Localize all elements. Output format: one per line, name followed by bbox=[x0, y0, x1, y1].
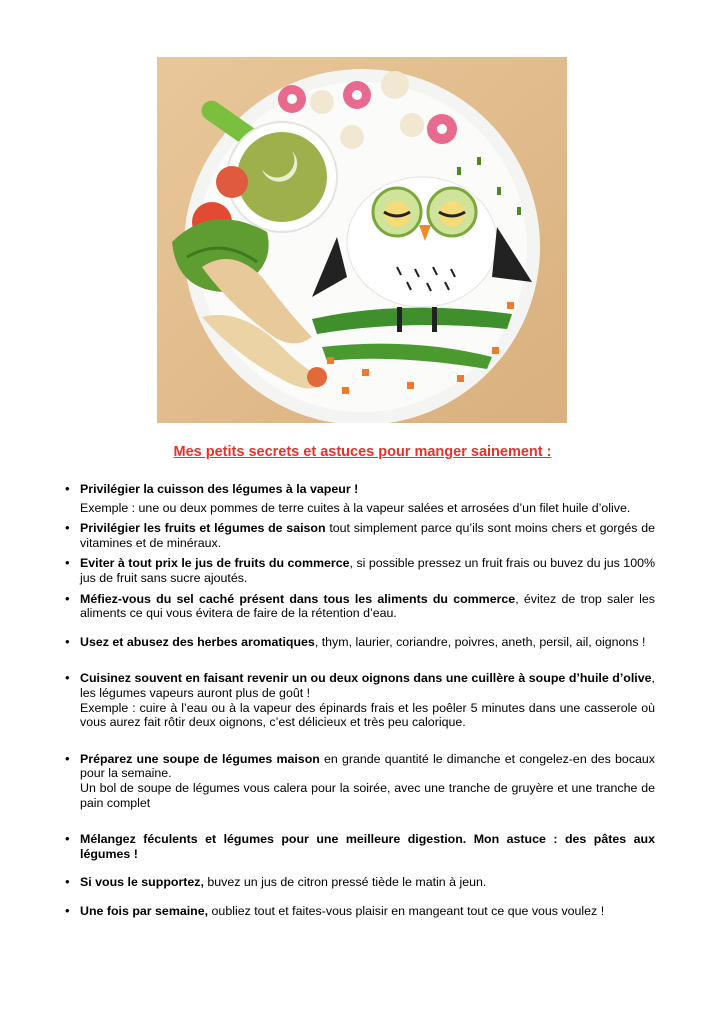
list-item: • Eviter à tout prix le jus de fruits du commerce, si possible pressez un fruit frais ou buvez du jus 100% jus de fruit sans sucre ajoutés. bbox=[63, 556, 655, 585]
list-item: • Si vous le supportez, buvez un jus de citron pressé tiède le matin à jeun. bbox=[63, 875, 655, 890]
tips-list bbox=[63, 482, 655, 918]
list-item: • Privilégier la cuisson des légumes à la vapeur ! Exemple : une ou deux pommes de terre cuites à la vapeur salées et arrosées d’un filet huile d’olive. bbox=[63, 482, 655, 515]
example-text: Exemple : cuire à l’eau ou à la vapeur des épinards frais et les poêler 5 minutes dans une casserole où vous aurez fait rôtir deux oignons, c’est délicieux et très peu calorique. bbox=[80, 700, 655, 730]
page-title: Mes petits secrets et astuces pour manger sainement : bbox=[173, 444, 552, 460]
list-item: • Cuisinez souvent en faisant revenir un ou deux oignons dans une cuillère à soupe d’huile d’olive, les légumes vapeurs auront plus de goût ! Exemple : cuire à l’eau ou à la vapeur des épinards frais et les poêler 5 minutes dans une casserole où vous aurez fait rôtir deux oignons, c’est délicieux et très peu calorique. bbox=[63, 671, 655, 729]
list-item: • Usez et abusez des herbes aromatiques, thym, laurier, coriandre, poivres, aneth, persil, ail, oignons ! bbox=[63, 635, 655, 650]
list-item: • Mélangez féculents et légumes pour une meilleure digestion. Mon astuce : des pâtes aux légumes ! bbox=[63, 832, 655, 861]
example-text: Un bol de soupe de légumes vous calera pour la soirée, avec une tranche de gruyère et une tranche de pain complet bbox=[80, 780, 655, 810]
list-item: • Préparez une soupe de légumes maison en grande quantité le dimanche et congelez-en des bocaux pour la semaine. Un bol de soupe de légumes vous calera pour la soirée, avec une tranche de gruyère et une tranche de pain complet bbox=[63, 752, 655, 810]
list-item: • Une fois par semaine, oubliez tout et faites-vous plaisir en mangeant tout ce que vous voulez ! bbox=[63, 904, 655, 919]
example-text: Exemple : une ou deux pommes de terre cuites à la vapeur salées et arrosées d’un filet huile d’olive. bbox=[80, 500, 631, 515]
list-item: • Méfiez-vous du sel caché présent dans tous les aliments du commerce, évitez de trop saler les aliments ce qui vous évitera de faire de la rétention d’eau. bbox=[63, 592, 655, 621]
food-photo-owl-plate bbox=[157, 57, 567, 423]
list-item: • Privilégier les fruits et légumes de saison tout simplement parce qu’ils sont moins chers et gorgés de vitamines et de minéraux. bbox=[63, 521, 655, 550]
